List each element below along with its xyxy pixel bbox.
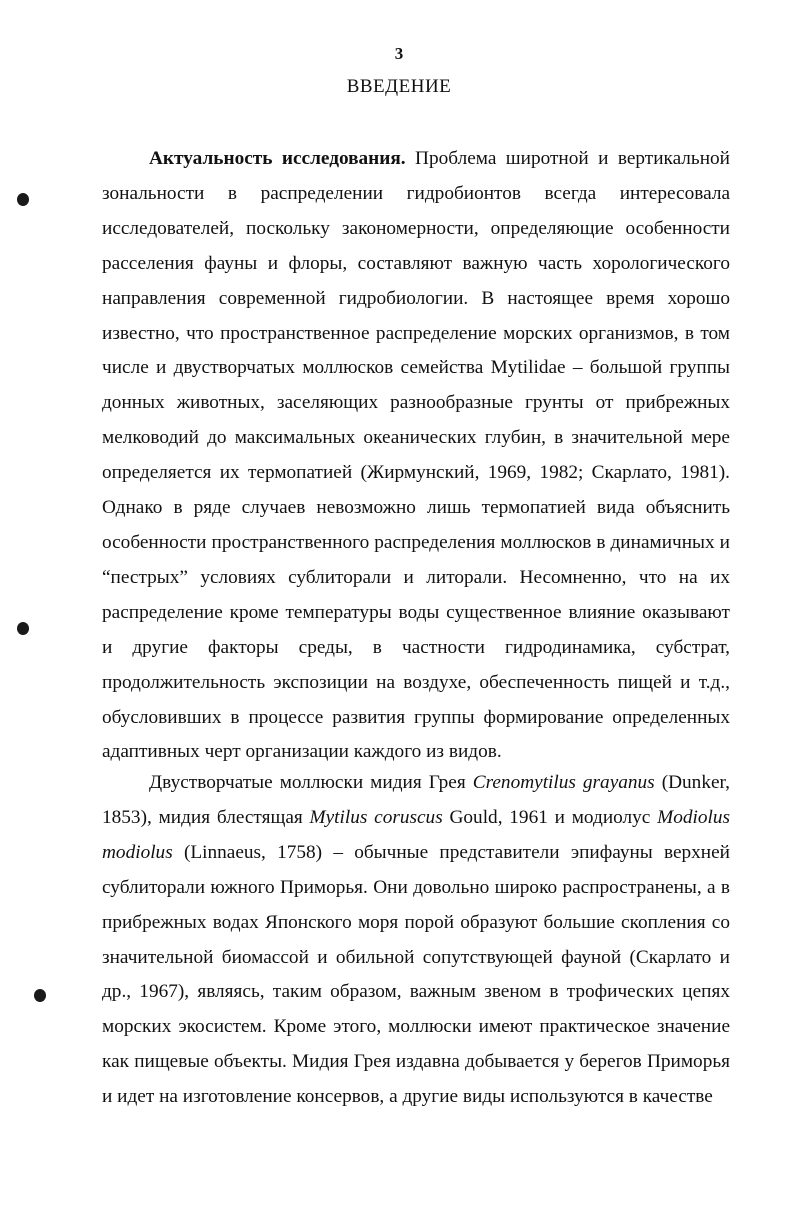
species-name: Crenomytilus grayanus [472,772,655,793]
paragraph-species [102,766,730,1115]
punch-hole-mark [17,193,29,206]
paragraph-text-part: (Linnaeus, 1758) – обычные представители эпифауны верхней сублиторали южного Приморья. Они довольно широко распространены, а в прибрежных водах Японского моря порой образуют большие скопления со значительной биомассой и обильной сопутствующей фауной (Скарлато и др., 1967), являясь, таким образом, важным звеном в трофических цепях морских экосистем. Кроме этого, моллюски имеют практическое значение как пищевые объекты. Мидия Грея издавна добывается у берегов Приморья и идет на изготовление консервов, а другие виды используются в качестве [102,841,730,1108]
section-heading: ВВЕДЕНИЕ [346,76,452,97]
paragraph-relevance [102,142,730,770]
paragraph-lead: Актуальность исследования. [149,148,406,169]
paragraph-text-part: (Dunker, 1853), мидия блестящая [102,772,730,828]
paragraph-text: Проблема широтной и вертикальной зональности в распределении гидробионтов всегда интересовала исследователей, поскольку закономерности, определяющие особенности расселения фауны и флоры, составляют важную часть хорологического направления современной гидробиологии. В настоящее время хорошо известно, что пространственное распределение морских организмов, в том числе и двустворчатых моллюсков семейства Mytilidae – большой группы донных животных, заселяющих разнообразные грунты от прибрежных мелководий до максимальных океанических глубин, в значительной мере определяется их термопатией (Жирмунский, 1969, 1982; Скарлато, 1981). Однако в ряде случаев невозможно лишь термопатией вида объяснить особенности пространственного распределения моллюсков в динамичных и “пестрых” условиях сублиторали и литорали. Несомненно, что на их распределение кроме температуры воды существенное влияние оказывают и другие факторы среды, в частности гидродинамика, субстрат, продолжительность экспозиции на воздухе, обеспеченность пищей и т.д., обусловивших в процессе развития группы формирование определенных адаптивных черт организации каждого из видов. [102,148,731,763]
page-number: 3 [394,44,404,63]
punch-hole-mark [17,622,29,635]
species-name: Mytilus coruscus [309,806,443,828]
paragraph-text-part: Двустворчатые моллюски мидия Грея [149,772,473,793]
species-name: Modiolus modiolus [102,806,730,863]
paragraph-text-part: Gould, 1961 и модиолус [442,806,658,828]
punch-hole-mark [34,989,46,1002]
